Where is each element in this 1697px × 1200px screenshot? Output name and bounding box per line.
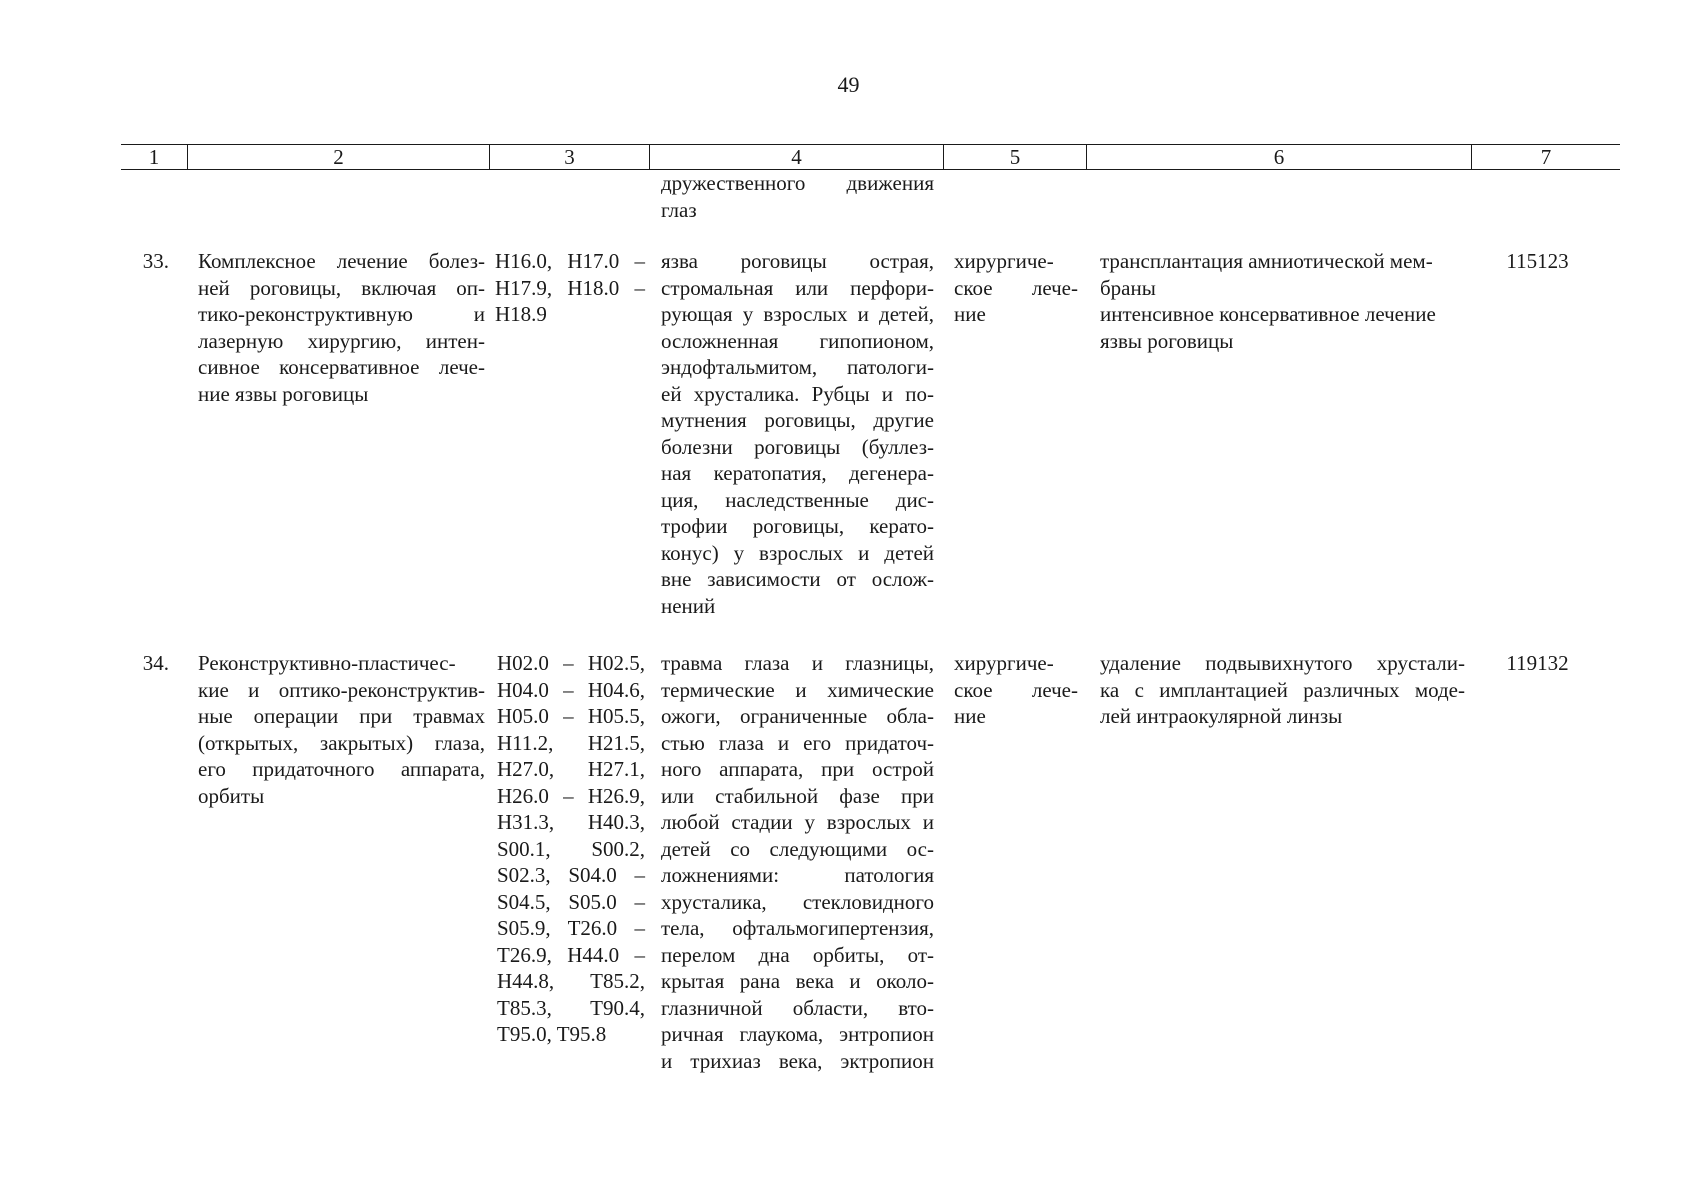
continuation-line: глаз	[661, 197, 697, 222]
text-line: H11.2, H21.5,	[497, 730, 645, 755]
text-line: эндофтальмитом, патологи-	[661, 355, 934, 379]
text-line: язвы роговицы	[1100, 328, 1234, 353]
text-line: или стабильной фазе при	[661, 783, 934, 808]
text-line: осложненная гипопионом,	[661, 328, 934, 353]
text-line: детей со следующими ос-	[661, 836, 934, 861]
header-col-7: 7	[1471, 145, 1620, 169]
text-line: ричная глаукома, энтропион	[661, 1022, 934, 1046]
text-line: мутнения роговицы, другие	[661, 408, 934, 432]
text-line: лазерную хирургию, интен-	[198, 328, 485, 353]
text-line: браны	[1100, 275, 1156, 300]
text-line: стромальная или перфори-	[661, 275, 934, 300]
text-line: термические и химические	[661, 677, 934, 702]
text-line: H26.0 – H26.9,	[497, 783, 645, 808]
text-line: тела, офтальмогипертензия,	[661, 916, 934, 940]
text-line: ей хрусталика. Рубцы и по-	[661, 381, 934, 406]
cost-cell: 115123	[1506, 249, 1569, 273]
text-line: S00.1, S00.2,	[497, 836, 645, 861]
header-col-6: 6	[1086, 145, 1471, 169]
cost-cell: 119132	[1506, 651, 1569, 675]
text-line: лей интраокулярной линзы	[1100, 704, 1343, 728]
text-line: перелом дна орбиты, от-	[661, 942, 934, 967]
text-line: T26.9, H44.0 –	[497, 942, 645, 967]
text-line: ция, наследственные дис-	[661, 487, 934, 512]
text-line: ние язвы роговицы	[198, 381, 369, 406]
text-line: хирургиче-	[954, 249, 1054, 273]
row-number: 34.	[142, 651, 169, 675]
text-line: любой стадии у взрослых и	[661, 810, 934, 834]
text-line: H04.0 – H04.6,	[497, 677, 645, 702]
diagnosis-cell	[661, 650, 934, 1074]
text-line: вне зависимости от ослож-	[661, 567, 934, 591]
text-line: ское лече-	[954, 275, 1078, 300]
text-line: ная кератопатия, дегенера-	[661, 461, 934, 485]
text-line: Комплексное лечение болез-	[198, 249, 485, 273]
text-line: стью глаза и его придаточ-	[661, 730, 934, 755]
text-line: S02.3, S04.0 –	[497, 863, 645, 887]
row-number: 33.	[142, 249, 169, 273]
text-line: H31.3, H40.3,	[497, 810, 645, 834]
treatment-type-cell	[954, 650, 1078, 730]
text-line: ного аппарата, при острой	[661, 757, 934, 781]
text-line: трофии роговицы, керато-	[661, 514, 934, 538]
text-line: нений	[661, 593, 716, 618]
text-line: S05.9, T26.0 –	[497, 916, 645, 940]
text-line: ней роговицы, включая оп-	[198, 275, 485, 300]
text-line: ское лече-	[954, 677, 1078, 702]
text-line: трансплантация амниотической мем-	[1100, 249, 1433, 273]
table-header-row	[121, 144, 1620, 170]
text-line: интенсивное консервативное лечение	[1100, 302, 1436, 326]
text-line: H17.9, H18.0 –	[495, 275, 645, 300]
text-line: S04.5, S05.0 –	[497, 889, 645, 914]
text-line: Реконструктивно-пластичес-	[198, 651, 456, 675]
icd-codes-cell	[495, 248, 645, 328]
text-line: тико-реконструктивную и	[198, 302, 485, 326]
text-line: язва роговицы острая,	[661, 249, 934, 273]
header-col-2: 2	[187, 145, 489, 169]
header-col-1: 1	[148, 145, 160, 169]
text-line: H05.0 – H05.5,	[497, 704, 645, 728]
text-line: H44.8, T85.2,	[497, 969, 645, 993]
icd-codes-cell	[497, 650, 645, 1048]
text-line: глазничной области, вто-	[661, 995, 934, 1020]
text-line: (открытых, закрытых) глаза,	[198, 730, 485, 755]
treatment-method-cell	[1100, 248, 1465, 354]
continuation-line: дружественного движения	[661, 171, 934, 195]
text-line: рующая у взрослых и детей,	[661, 302, 934, 326]
treatment-name-cell	[198, 650, 485, 809]
text-line: хирургиче-	[954, 651, 1054, 675]
text-line: удаление подвывихнутого хрустали-	[1100, 651, 1465, 675]
treatment-type-cell	[954, 248, 1078, 328]
text-line: T95.0, T95.8	[497, 1022, 607, 1046]
treatment-method-cell	[1100, 650, 1465, 730]
header-col-5: 5	[943, 145, 1086, 169]
continuation-cell	[661, 170, 934, 223]
text-line: его придаточного аппарата,	[198, 757, 485, 781]
header-col-4: 4	[649, 145, 943, 169]
text-line: орбиты	[198, 783, 265, 808]
text-line: ка с имплантацией различных моде-	[1100, 677, 1465, 702]
text-line: сивное консервативное лече-	[198, 355, 485, 379]
text-line: ние	[954, 704, 986, 728]
text-line: T85.3, T90.4,	[497, 995, 645, 1020]
treatment-name-cell	[198, 248, 485, 407]
text-line: H02.0 – H02.5,	[497, 651, 645, 675]
text-line: ожоги, ограниченные обла-	[661, 704, 934, 728]
text-line: конус) у взрослых и детей	[661, 540, 934, 565]
text-line: болезни роговицы (буллез-	[661, 434, 934, 459]
text-line: крытая рана века и около-	[661, 969, 934, 993]
diagnosis-cell	[661, 248, 934, 619]
page-number: 49	[837, 72, 860, 97]
text-line: H27.0, H27.1,	[497, 757, 645, 781]
text-line: хрусталика, стекловидного	[661, 889, 934, 914]
text-line: H18.9	[495, 302, 547, 326]
text-line: H16.0, H17.0 –	[495, 249, 645, 273]
text-line: ные операции при травмах	[198, 704, 485, 728]
text-line: и трихиаз века, эктропион	[661, 1048, 934, 1073]
text-line: кие и оптико-реконструктив-	[198, 677, 485, 702]
text-line: ние	[954, 302, 986, 326]
text-line: ложнениями: патология	[661, 863, 934, 887]
text-line: травма глаза и глазницы,	[661, 651, 934, 675]
header-col-3: 3	[489, 145, 649, 169]
